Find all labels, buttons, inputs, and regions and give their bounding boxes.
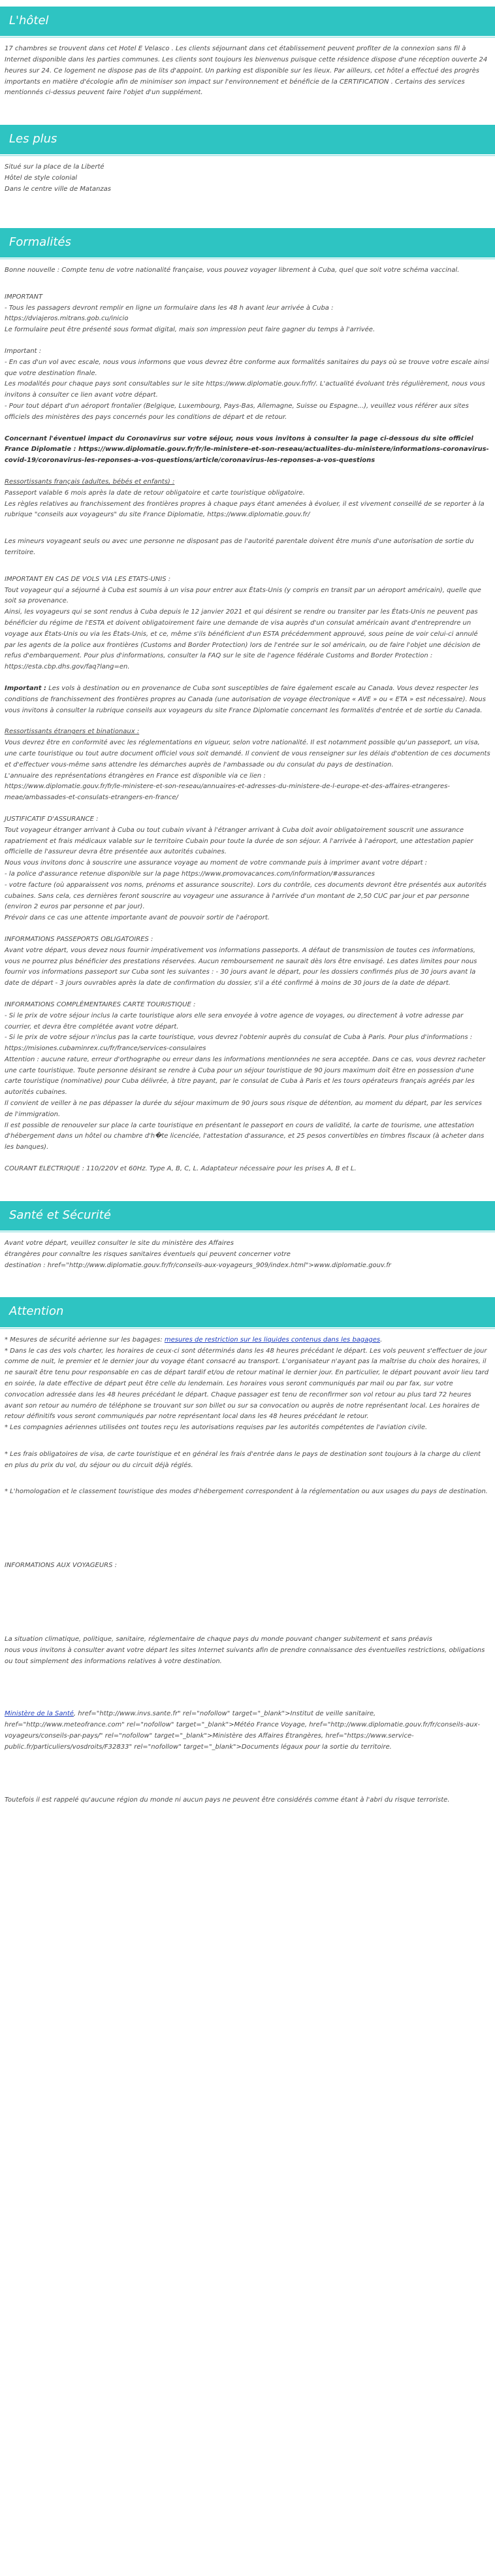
important2-line: - Pour tout départ d'un aéroport frontalier (Belgique, Luxembourg, Pays-Bas, Allemagne, Suisse ou Espagne...), veuillez vous référer aux sites officiels des ministères des pays concernés pour les conditions de départ et de retour. — [5, 403, 471, 421]
sante-line: Avant votre départ, veuillez consulter le site du ministère des Affaires — [5, 1240, 234, 1247]
plus-item: Hôtel de style colonial — [5, 174, 78, 182]
sante-line: destination : href="http://www.diplomatie.gouv.fr/fr/conseils-aux-voyageurs_909/index.html">www.diplomatie.gouv.fr — [5, 1261, 391, 1269]
justificatif-line: Tout voyageur étranger arrivant à Cuba ou tout cubain vivant à l'étranger arrivant à Cuba doit avoir obligatoirement souscrit une assurance rapatriement et frais médicaux valable sur le territoire Cubain pour toute la durée de son séjour. A l'arrivée à l'aéroport, une attestation papier officielle de l'assureur devra être présentée aux autorités cubaines. — [5, 826, 475, 856]
ministere-sante-link[interactable]: Ministère de la Santé — [5, 1710, 74, 1718]
important3-label: Important : — [5, 684, 47, 692]
important-heading: IMPORTANT — [5, 293, 43, 301]
infos-voyageurs-heading: INFORMATIONS AUX VOYAGEURS : — [5, 1562, 117, 1570]
important-line: Le formulaire peut être présenté sous format digital, mais son impression peut faire gagner du temps à l'arrivée. — [5, 326, 375, 334]
important3-paragraph — [5, 684, 490, 716]
usa-line: Ainsi, les voyageurs qui se sont rendus à Cuba depuis le 12 janvier 2021 et qui désirent se rendre ou transiter par les États-Unis ne peuvent pas bénéficier du régime de l'ESTA et doivent obligatoirement faire une demande de visa auprès d'un consulat américain avant d'entreprendre un voyage aux États-Unis ou via les États-Unis, et ce, même s'ils bénéficient d'un ESTA précédemment approuvé, sous peine de voir celui-ci annulé par les agents de la police aux frontières (Customs and Border Protection) lors de l'entrée sur le sol américain, ou de faire l'objet une décision de refus d'embarquement. Pour plus d'informations, consulter la FAQ sur le site de l'agence fédérale Customs and Border Protection : https://esta.cbp.dhs.gov/faq?lang=en. — [5, 608, 483, 671]
justificatif-line: - la police d'assurance retenue disponible sur la page https://www.promovacances.com/information/#assurances — [5, 870, 375, 878]
justificatif-line: - votre facture (où apparaissent vos noms, prénoms et assurance souscrite). Lors du contrôle, ces documents devront être présentés aux autorités cubaines. Sans cela, ces dernières feront souscrire au voyageur une assurance à l'arrivée d'un montant de 2,50 CUC par jour et par personne (environ 2 euros par personne et par jour). — [5, 881, 489, 911]
mesures-link[interactable]: mesures de restriction sur les liquides contenus dans les bagages — [164, 1336, 381, 1344]
important-line: - Tous les passagers devront remplir en ligne un formulaire dans les 48 h avant leur arrivée à Cuba : — [5, 304, 334, 312]
situation-line: La situation climatique, politique, sanitaire, réglementaire de chaque pays du monde pouvant changer subitement et sans préavis — [5, 1636, 432, 1643]
carte-line: Il convient de veiller à ne pas dépasser la durée du séjour maximum de 90 jours sous risque de détention, au moment du départ, par les services de l'immigration. — [5, 1100, 484, 1118]
passeports-line: Avant votre départ, vous devez nous fournir impérativement vos informations passeports. A défaut de transmission de toutes ces informations, vous ne pourrez plus bénéficier des prestations réservées. Aucun remboursement ne saurait dès lors être envisagé. Les dates limites pour nous fournir vos informations passeport sur Cuba sont les suivantes : - 30 jours avant le départ, pour les dossiers confirmés plus de 30 jours avant la date de départ - 3 jours ouvrables après la date de confirmation du dossier, s'il a été confirmé à moins de 30 jours de la date de départ. — [5, 946, 479, 987]
etrangers-line: https://www.diplomatie.gouv.fr/fr/le-ministere-et-son-reseau/annuaires-et-adresses-du-ministere-de-l-europe-et-des-affaires-etrangeres-meae/ambassades-et-consulats-etrangers-en-france/ — [5, 783, 450, 802]
attention-section — [0, 1297, 495, 1825]
etrangers-heading: Ressortissants étrangers et binationaux : — [5, 728, 140, 736]
formalites-title: Formalités — [0, 228, 495, 257]
justificatif-line: Prévoir dans ce cas une attente importante avant de pouvoir sortir de l'aéroport. — [5, 914, 270, 922]
situation-line: nous vous invitons à consulter avant votre départ les sites Internet suivants afin de prendre connaissance des éventuelles restrictions, obligations ou tout simplement des informations relatives à votre destination. — [5, 1646, 487, 1665]
ministere-paragraph — [5, 1709, 490, 1753]
ressortissants-line: Passeport valable 6 mois après la date de retour obligatoire et carte touristique obligatoire. — [5, 489, 305, 497]
usa-line: Tout voyageur qui a séjourné à Cuba est soumis à un visa pour entrer aux États-Unis (y compris en transit par un aéroport américain), quelle que soit sa provenance. — [5, 586, 483, 605]
toutefois: Toutefois il est rappelé qu'aucune région du monde ni aucun pays ne peuvent être considérés comme étant à l'abri du risque terroriste. — [5, 1796, 450, 1804]
carte-heading: INFORMATIONS COMPLÉMENTAIRES CARTE TOURISTIQUE : — [5, 1000, 196, 1008]
ministere-rest: , href="http://www.invs.sante.fr" rel="nofollow" target="_blank">Institut de veille sanitaire, href="http://www.meteofrance.com" rel="nofollow" target="_blank">Météo France Voyage, href="http://www.diplomatie.gouv.fr/fr/conseils-aux-voyageurs/conseils-par-pays/" rel="nofollow" target="_blank">Ministère des Affaires Étrangères, href="https://www.service-public.fr/particuliers/vosdroits/F32833" rel="nofollow" target="_blank">Documents légaux pour la sortie du territoire. — [5, 1710, 481, 1751]
usa-heading: IMPORTANT EN CAS DE VOLS VIA LES ETATS-UNIS : — [5, 575, 171, 583]
important3-text: Les vols à destination ou en provenance de Cuba sont susceptibles de faire également escale au Canada. Vous devez respecter les conditions de franchissement des frontières propres au Canada (une autorisation de voyage électronique « AVE » ou « ETA » est nécessaire). Nous vous invitons à consulter la rubrique conseils aux voyageurs du site France Diplomatie concernant les formalités d'entrée et de sortie du Canada. — [5, 684, 488, 714]
plus-item: Dans le centre ville de Matanzas — [5, 186, 112, 193]
carte-line: - Si le prix de votre séjour n'inclus pas la carte touristique, vous devrez l'obtenir auprès du consulat de Cuba à Paris. Pour plus d'informations : https://misiones.cubaminrex.cu/fr/france/services-consulaires — [5, 1034, 475, 1053]
ressortissants-heading: Ressortissants français (adultes, bébés et enfants) : — [5, 478, 175, 486]
justificatif-heading: JUSTIFICATIF D'ASSURANCE : — [5, 815, 99, 823]
sante-section — [0, 1201, 495, 1291]
hotel-title: L'hôtel — [0, 7, 495, 36]
plus-item: Situé sur la place de la Liberté — [5, 163, 104, 171]
carte-line: - Si le prix de votre séjour inclus la carte touristique alors elle sera envoyée à votre agence de voyages, ou directement à votre adresse par courrier, et devra être complétée avant votre départ. — [5, 1012, 466, 1031]
important2-heading: Important : — [5, 348, 42, 355]
form-link: https://dviajeros.mitrans.gob.cu/inicio — [5, 315, 129, 323]
hotel-section — [0, 7, 495, 118]
compagnies: * Les compagnies aériennes utilisées ont toutes reçu les autorisations requises par les autorités compétentes de l'aviation civile. — [5, 1424, 428, 1432]
justificatif-line: Nous vous invitons donc à souscrire une assurance voyage au moment de votre commande puis à imprimer avant votre départ : — [5, 859, 428, 867]
important2-line: Les modalités pour chaque pays sont consultables sur le site https://www.diplomatie.gouv.fr/fr/. L'actualité évoluant très régulièrement, nous vous invitons à consulter ce lien avant votre départ. — [5, 380, 487, 399]
etrangers-line: L'annuaire des représentations étrangères en France est disponible via ce lien : — [5, 772, 266, 780]
formalites-intro: Bonne nouvelle : Compte tenu de votre nationalité française, vous pouvez voyager librement à Cuba, quel que soit votre schéma vaccinal. — [5, 267, 460, 274]
sante-line: étrangères pour connaître les risques sanitaires éventuels qui peuvent concerner votre — [5, 1250, 291, 1258]
mesures-pre: * Mesures de sécurité aérienne sur les bagages: — [5, 1336, 165, 1344]
passeports-heading: INFORMATIONS PASSEPORTS OBLIGATOIRES : — [5, 935, 153, 943]
formalites-section — [0, 215, 495, 1195]
covid-notice: Concernant l'éventuel impact du Coronavirus sur votre séjour, nous vous invitons à consulter la page ci-dessous du site officiel France Diplomatie : https://www.diplomatie.gouv.fr/fr/le-ministere-et-son-reseau/actualites-du-ministere/informations-coronavirus-covid-19/coronavirus-les-reponses-a-vos-questions/article/coronavirus-les-reponses-a-vos-questions — [5, 435, 489, 465]
hotel-description: 17 chambres se trouvent dans cet Hotel E Velasco . Les clients séjournant dans cet établissement peuvent profiter de la connexion sans fil à Internet disponible dans les parties communes. Les clients sont toujours les bienvenus puisque cette résidence dispose d'une réception ouverte 24 heures sur 24. Ce logement ne dispose pas de lits d'appoint. Un parking est disponible sur les lieux. Par ailleurs, cet hôtel a effectué des progrès importants en matière d'écologie afin de minimiser son impact sur l'environnement et bénéficie de la CERTIFICATION . Certains des services mentionnés ci-dessus peuvent faire l'objet d'un supplément. — [5, 45, 490, 97]
homologation: * L'homologation et le classement touristique des modes d'hébergement correspondent à la réglementation ou aux usages du pays de destination. — [5, 1488, 488, 1496]
mineurs-notice: Les mineurs voyageant seuls ou avec une personne ne disposant pas de l'autorité parentale doivent être munis d'une autorisation de sortie du territoire. — [5, 538, 476, 557]
vols-charter: * Dans le cas des vols charter, les horaires de ceux-ci sont déterminés dans les 48 heures précédant le départ. Les vols peuvent s'effectuer de jour comme de nuit, le premier et le dernier jour du voyage étant consacré au transport. L'organisateur n'ayant pas la maîtrise du choix des horaires, il ne saurait être tenu pour responsable en cas de départ tardif et/ou de retour matinal le dernier jour. En particulier, le départ pouvant avoir lieu tard en soirée, la date effective de départ peut être celle du lendemain. Les horaires vous seront communiqués par mail ou par fax, sur votre convocation adressée dans les 48 heures précédant le départ. Chaque passager est tenu de reconfirmer son vol retour au plus tard 72 heures avant son retour au numéro de téléphone se trouvant sur son billet ou sur sa convocation ou auprès de notre représentant local. Les horaires de retour définitifs vous seront communiqués par notre représentant local dans les 48 heures précédant le retour. — [5, 1347, 491, 1421]
mesures-paragraph — [5, 1335, 490, 1346]
ressortissants-line: Les règles relatives au franchissement des frontières propres à chaque pays étant amenées à évoluer, il est vivement conseillé de se reporter à la rubrique "conseils aux voyageurs" du site France Diplomatie, https://www.diplomatie.gouv.fr/ — [5, 500, 487, 519]
frais: * Les frais obligatoires de visa, de carte touristique et en général les frais d'entrée dans le pays de destination sont toujours à la charge du client en plus du prix du vol, du séjour ou du circuit déjà réglés. — [5, 1450, 483, 1469]
attention-title: Attention — [0, 1297, 495, 1327]
important2-line: - En cas d'un vol avec escale, nous vous informons que vous devrez être conforme aux formalités sanitaires du pays où se trouve votre escale ainsi que votre destination finale. — [5, 358, 491, 377]
plus-section — [0, 125, 495, 215]
carte-line: Il est possible de renouveler sur place la carte touristique en présentant le passeport en cours de validité, la carte de tourisme, une attestation d'hébergement dans un hôtel ou chambre d'h�te licenciée, l'attestation d'assurance, et 25 pesos convertibles en timbres fiscaux (à acheter dans les banques). — [5, 1121, 487, 1151]
plus-title: Les plus — [0, 125, 495, 154]
courant-electrique: COURANT ELECTRIQUE : 110/220V et 60Hz. Type A, B, C, L. Adaptateur nécessaire pour les prises A, B et L. — [5, 1165, 357, 1173]
sante-title: Santé et Sécurité — [0, 1201, 495, 1230]
carte-line: Attention : aucune rature, erreur d'orthographe ou erreur dans les informations mentionnées ne sera acceptée. Dans ce cas, vous devrez racheter une carte touristique. Toute personne désirant se rendre à Cuba pour un séjour touristique de 90 jours maximum doit être en possession d'une carte touristique (nominative) pour Cuba délivrée, à titre payant, par le consulat de Cuba à Paris et les tours opérateurs français agréés par les autorités cubaines. — [5, 1055, 488, 1097]
etrangers-line: Vous devrez être en conformité avec les réglementations en vigueur, selon votre nationalité. Il est notamment possible qu'un passeport, un visa, une carte touristique ou tout autre document officiel vous soit demandé. Il convient de vous renseigner sur les délais d'obtention de ces documents et d'effectuer vous-même sans attendre les démarches auprès de l'ambassade ou du consulat du pays de destination. — [5, 739, 492, 768]
mesures-post: . — [380, 1336, 383, 1344]
